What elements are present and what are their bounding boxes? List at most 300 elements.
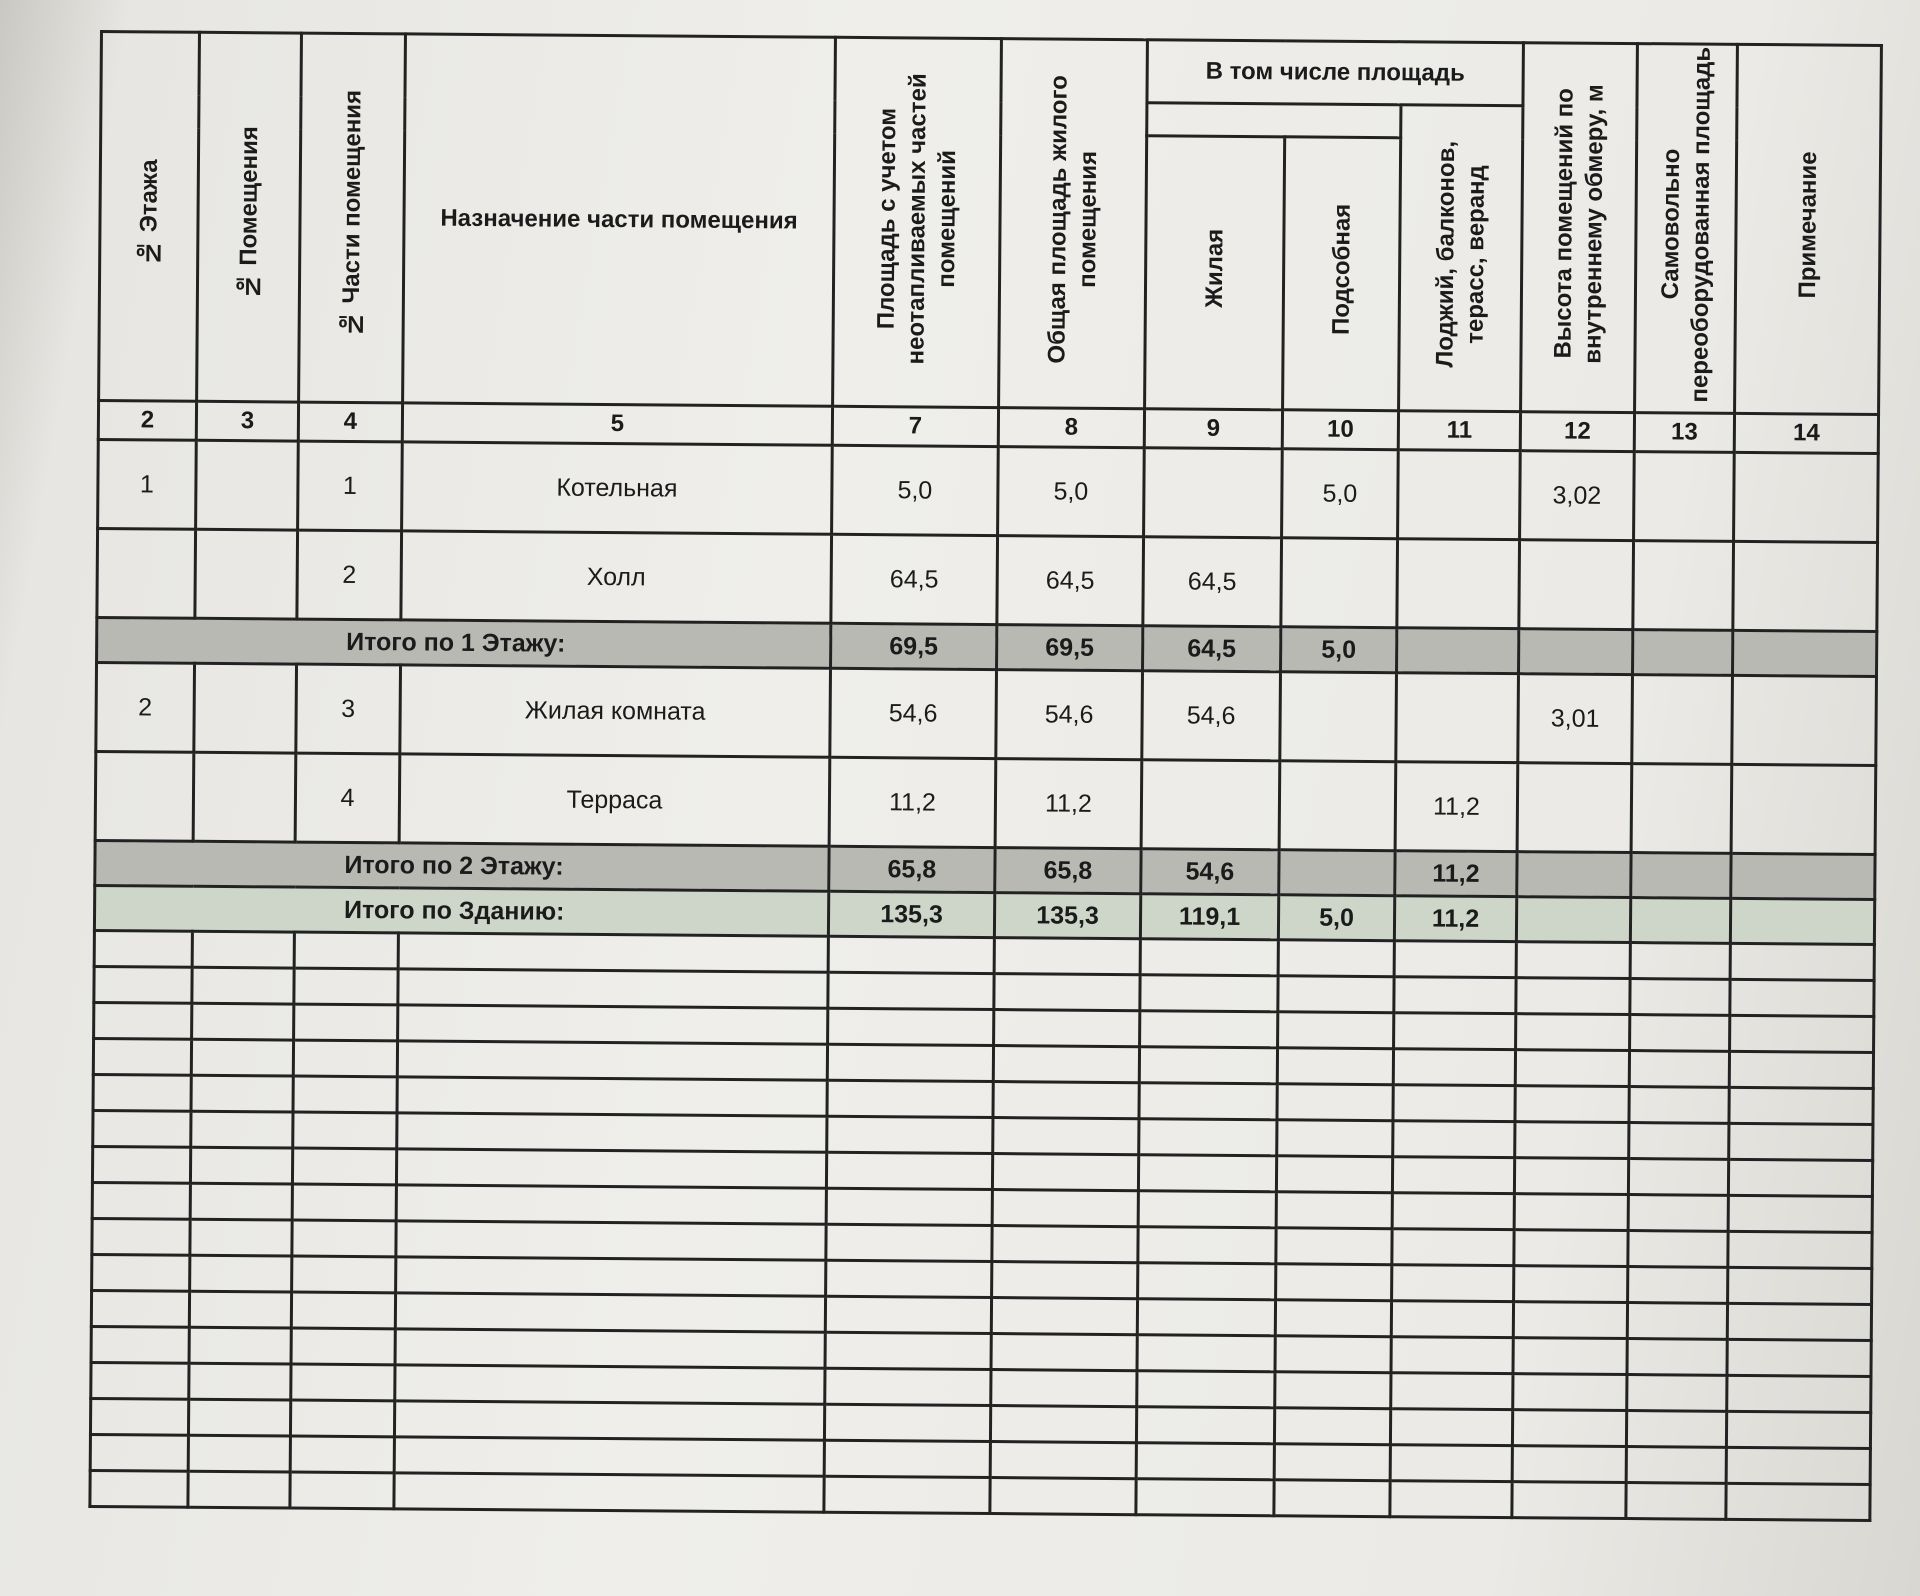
empty-cell (1391, 1373, 1513, 1410)
empty-cell (190, 1219, 292, 1256)
total-empty (1516, 897, 1630, 943)
cell-height: 3,01 (1518, 674, 1633, 764)
header-auxiliary: Подсобная (1283, 137, 1401, 411)
empty-cell (1138, 1227, 1276, 1264)
empty-cell (992, 1226, 1138, 1263)
empty-cell (192, 931, 294, 968)
cell-purpose: Терраса (399, 754, 830, 846)
empty-cell (397, 1041, 827, 1080)
total-area: 65,8 (829, 846, 995, 892)
cell-note (1734, 452, 1879, 542)
empty-cell (1394, 941, 1516, 978)
empty-cell (395, 1365, 825, 1404)
total-total: 69,5 (997, 625, 1143, 671)
empty-cell (188, 1399, 290, 1436)
cell-unauthorized (1633, 541, 1734, 631)
empty-cell (91, 1362, 189, 1399)
empty-cell (1726, 1411, 1870, 1448)
header-unauthorized: Самовольно переоборудованная площадь (1635, 44, 1738, 414)
empty-cell (1140, 1011, 1278, 1048)
empty-cell (1628, 1231, 1728, 1268)
empty-cell (294, 968, 398, 1005)
cell-floor (97, 528, 196, 618)
cell-part: 4 (295, 753, 400, 843)
empty-cell (1390, 1481, 1512, 1518)
empty-cell (94, 1002, 192, 1039)
cell-living: 64,5 (1143, 537, 1282, 627)
empty-cell (1514, 1230, 1628, 1267)
empty-cell (291, 1292, 395, 1329)
empty-cell (396, 1185, 826, 1224)
empty-cell (293, 1040, 397, 1077)
empty-cell (1393, 1049, 1515, 1086)
col-num: 8 (998, 408, 1144, 448)
empty-cell (1274, 1408, 1390, 1445)
empty-cell (828, 936, 994, 973)
empty-cell (1136, 1407, 1274, 1444)
empty-cell (92, 1146, 190, 1183)
empty-cell (1140, 939, 1278, 976)
empty-cell (1276, 1156, 1392, 1193)
total-empty (1631, 853, 1731, 899)
empty-cell (828, 1008, 994, 1045)
empty-cell (1138, 1155, 1276, 1192)
table-row (96, 662, 1877, 765)
empty-cell (396, 1221, 826, 1260)
empty-cell (1394, 977, 1516, 1014)
empty-cell (1278, 1012, 1394, 1049)
empty-cell (398, 1005, 828, 1044)
empty-cell (992, 1190, 1138, 1227)
total-living: 119,1 (1140, 894, 1278, 940)
empty-cell (990, 1442, 1136, 1479)
empty-cell (190, 1183, 292, 1220)
empty-cell (290, 1472, 394, 1509)
empty-cell (1138, 1191, 1276, 1228)
cell-purpose: Холл (401, 531, 832, 623)
total-aux: 5,0 (1280, 627, 1396, 673)
total-empty (1731, 853, 1875, 899)
cell-living: 54,6 (1142, 671, 1281, 761)
cell-area: 64,5 (831, 534, 998, 624)
empty-cell (1730, 1015, 1874, 1052)
empty-cell (993, 1118, 1139, 1155)
empty-cell (825, 1332, 991, 1369)
empty-cell (1512, 1482, 1626, 1519)
cell-room (195, 529, 298, 619)
col-num: 5 (402, 403, 832, 445)
empty-cell (1628, 1195, 1728, 1232)
empty-cell (190, 1255, 292, 1292)
empty-cell (991, 1298, 1137, 1335)
cell-aux (1279, 761, 1396, 851)
empty-cell (1392, 1193, 1514, 1230)
document-sheet (88, 30, 1880, 1584)
cell-purpose: Котельная (402, 442, 833, 534)
empty-cell (994, 1010, 1140, 1047)
total-area: 135,3 (828, 891, 994, 937)
total-total: 135,3 (994, 893, 1140, 939)
cell-loggia (1396, 673, 1519, 763)
total-loggia: 11,2 (1394, 896, 1516, 942)
cell-total: 54,6 (996, 670, 1143, 760)
empty-cell (292, 1220, 396, 1257)
total-label: Итого по 1 Этажу: (97, 617, 831, 668)
total-empty (1630, 898, 1730, 944)
cell-area: 11,2 (829, 757, 996, 847)
header-purpose: Назначение части помещения (403, 34, 836, 406)
empty-cell (394, 1401, 824, 1440)
cell-note (1732, 675, 1877, 765)
header-including-area: В том числе площадь (1147, 40, 1524, 106)
cell-height: 3,02 (1520, 451, 1635, 541)
empty-cell (1729, 1051, 1873, 1088)
empty-cell (394, 1473, 824, 1512)
total-total: 65,8 (995, 848, 1141, 894)
empty-cell (1393, 1121, 1515, 1158)
empty-cell (1513, 1338, 1627, 1375)
empty-cell (1138, 1263, 1276, 1300)
cell-room (194, 663, 297, 753)
explication-table (88, 30, 1883, 1522)
empty-cell (1137, 1335, 1275, 1372)
empty-cell (1275, 1372, 1391, 1409)
empty-cell (824, 1440, 990, 1477)
empty-cell (1727, 1303, 1871, 1340)
total-aux (1279, 850, 1395, 896)
total-living: 64,5 (1143, 626, 1281, 672)
empty-cell (993, 1082, 1139, 1119)
empty-cell (1516, 942, 1630, 979)
empty-cell (291, 1328, 395, 1365)
col-num: 2 (98, 401, 196, 441)
empty-cell (1629, 1123, 1729, 1160)
empty-cell (192, 1003, 294, 1040)
cell-living (1141, 760, 1280, 850)
empty-cell (293, 1112, 397, 1149)
col-num: 14 (1734, 413, 1878, 453)
empty-cell (90, 1470, 188, 1507)
empty-cell (1729, 1087, 1873, 1124)
empty-cell (398, 969, 828, 1008)
empty-cell (1512, 1446, 1626, 1483)
cell-total: 64,5 (997, 536, 1144, 626)
empty-cell (188, 1471, 290, 1508)
cell-height (1517, 763, 1632, 853)
empty-cell (1630, 979, 1730, 1016)
empty-cell (90, 1398, 188, 1435)
empty-cell (1390, 1409, 1512, 1446)
empty-cell (397, 1113, 827, 1152)
total-area: 69,5 (831, 623, 997, 669)
empty-cell (990, 1478, 1136, 1515)
empty-cell (1628, 1159, 1728, 1196)
col-num: 3 (196, 401, 298, 441)
empty-cell (992, 1262, 1138, 1299)
empty-cell (91, 1326, 189, 1363)
cell-part: 2 (297, 530, 402, 620)
empty-cell (396, 1257, 826, 1296)
empty-cell (1392, 1157, 1514, 1194)
total-living: 54,6 (1141, 849, 1279, 895)
empty-cell (992, 1154, 1138, 1191)
cell-note (1731, 764, 1876, 854)
empty-cell (1276, 1264, 1392, 1301)
total-label: Итого по 2 Этажу: (95, 840, 829, 891)
empty-cell (1515, 1122, 1629, 1159)
empty-cell (189, 1327, 291, 1364)
empty-cell (93, 1110, 191, 1147)
empty-cell (1275, 1300, 1391, 1337)
empty-cell (1139, 1047, 1277, 1084)
empty-cell (1137, 1371, 1275, 1408)
empty-cell (825, 1296, 991, 1333)
cell-total: 5,0 (998, 447, 1145, 537)
empty-cell (1730, 979, 1874, 1016)
empty-cell (1516, 1014, 1630, 1051)
table-row (95, 751, 1876, 854)
empty-cell (990, 1406, 1136, 1443)
empty-cell (824, 1476, 990, 1513)
empty-cell (1140, 975, 1278, 1012)
cell-unauthorized (1631, 764, 1732, 854)
empty-cell (191, 1111, 293, 1148)
empty-cell (825, 1368, 991, 1405)
cell-loggia: 11,2 (1395, 762, 1518, 852)
cell-floor (95, 751, 194, 841)
empty-cell (1626, 1447, 1726, 1484)
empty-cell (190, 1147, 292, 1184)
empty-cell (826, 1188, 992, 1225)
empty-cell (993, 1046, 1139, 1083)
empty-cell (1729, 1123, 1873, 1160)
header-floor-no: № Этажа (99, 32, 200, 402)
empty-cell (397, 1077, 827, 1116)
empty-cell (1278, 940, 1394, 977)
empty-cell (395, 1293, 825, 1332)
empty-cell (92, 1254, 190, 1291)
empty-cell (93, 1074, 191, 1111)
empty-cell (91, 1290, 189, 1327)
empty-cell (90, 1434, 188, 1471)
col-num: 4 (298, 402, 402, 442)
cell-total: 11,2 (995, 759, 1142, 849)
header-spacer (1147, 103, 1401, 138)
empty-cell (292, 1256, 396, 1293)
cell-loggia (1397, 539, 1520, 629)
col-num: 10 (1282, 410, 1398, 450)
empty-cell (293, 1076, 397, 1113)
empty-cell (827, 1080, 993, 1117)
empty-cell (291, 1364, 395, 1401)
col-num: 11 (1398, 411, 1520, 451)
cell-unauthorized (1632, 675, 1733, 765)
empty-cell (1276, 1192, 1392, 1229)
table-row (98, 439, 1879, 542)
empty-cell (1137, 1299, 1275, 1336)
empty-cell (1136, 1479, 1274, 1516)
cell-purpose: Жилая комната (400, 665, 831, 757)
empty-cell (1391, 1337, 1513, 1374)
empty-cell (994, 938, 1140, 975)
empty-cell (991, 1334, 1137, 1371)
empty-cell (1277, 1084, 1393, 1121)
col-num: 13 (1634, 413, 1734, 453)
empty-cell (1514, 1266, 1628, 1303)
header-room-no: № Помещения (197, 32, 302, 402)
empty-cell (1136, 1443, 1274, 1480)
col-num: 12 (1520, 412, 1634, 452)
empty-cell (1515, 1086, 1629, 1123)
empty-cell (292, 1148, 396, 1185)
empty-cell (1277, 1120, 1393, 1157)
empty-cell (827, 1116, 993, 1153)
empty-cell (290, 1400, 394, 1437)
empty-cell (1276, 1228, 1392, 1265)
empty-cell (191, 1039, 293, 1076)
empty-cell (1626, 1411, 1726, 1448)
empty-cell (396, 1149, 826, 1188)
header-loggias: Лоджий, балконов, терасс, веранд (1399, 105, 1523, 412)
empty-cell (1726, 1447, 1870, 1484)
empty-cell (1728, 1195, 1872, 1232)
header-part-no: № Части помещения (299, 33, 406, 403)
col-num: 7 (832, 406, 998, 446)
empty-cell (1629, 1087, 1729, 1124)
cell-floor: 1 (98, 439, 197, 529)
empty-cell (1728, 1159, 1872, 1196)
empty-cell (1727, 1339, 1871, 1376)
empty-cell (189, 1363, 291, 1400)
empty-cell (1278, 976, 1394, 1013)
empty-cell (1394, 1013, 1516, 1050)
empty-cell (394, 1437, 824, 1476)
empty-cell (290, 1436, 394, 1473)
cell-aux (1280, 672, 1397, 762)
cell-note (1733, 541, 1878, 631)
empty-cell (1514, 1194, 1628, 1231)
empty-cell (826, 1260, 992, 1297)
empty-cell (92, 1218, 190, 1255)
empty-cell (188, 1435, 290, 1472)
table-row (97, 528, 1878, 631)
cell-area: 5,0 (832, 445, 999, 535)
empty-cell (1629, 1051, 1729, 1088)
empty-cell (398, 933, 828, 972)
cell-part: 3 (296, 664, 401, 754)
empty-cell (1513, 1302, 1627, 1339)
empty-cell (1514, 1158, 1628, 1195)
empty-cell (1728, 1267, 1872, 1304)
cell-living (1144, 448, 1283, 538)
header-height: Высота помещений по внутреннему обмеру, м (1521, 43, 1638, 413)
total-label: Итого по Зданию: (94, 885, 828, 936)
cell-floor: 2 (96, 662, 195, 752)
empty-cell (826, 1224, 992, 1261)
cell-height (1519, 540, 1634, 630)
empty-cell (92, 1182, 190, 1219)
empty-cell (292, 1184, 396, 1221)
cell-room (193, 752, 296, 842)
empty-cell (1627, 1303, 1727, 1340)
empty-cell (1274, 1480, 1390, 1517)
header-note: Примечание (1735, 44, 1882, 414)
empty-cell (1630, 943, 1730, 980)
empty-cell (994, 974, 1140, 1011)
cell-aux: 5,0 (1282, 449, 1399, 539)
empty-cell (1391, 1301, 1513, 1338)
empty-cell (1275, 1336, 1391, 1373)
header-area-unheated: Площадь с учетом неотапливаемых частей помещений (833, 37, 1002, 407)
empty-cell (1277, 1048, 1393, 1085)
empty-cell (1627, 1375, 1727, 1412)
empty-cell (827, 1044, 993, 1081)
total-empty (1519, 629, 1633, 675)
empty-cell (1390, 1445, 1512, 1482)
empty-cell (1513, 1374, 1627, 1411)
empty-cell (191, 1075, 293, 1112)
total-empty (1730, 898, 1874, 944)
empty-cell (189, 1291, 291, 1328)
empty-cell (1627, 1339, 1727, 1376)
empty-cell (1392, 1229, 1514, 1266)
empty-cell (826, 1152, 992, 1189)
cell-unauthorized (1634, 452, 1735, 542)
empty-cell (294, 1004, 398, 1041)
total-aux: 5,0 (1278, 895, 1394, 941)
total-empty (1633, 630, 1733, 676)
empty-cell (1512, 1410, 1626, 1447)
empty-cell (1728, 1231, 1872, 1268)
empty-cell (93, 1038, 191, 1075)
empty-cell (395, 1329, 825, 1368)
empty-cell (1392, 1265, 1514, 1302)
total-empty (1733, 630, 1877, 676)
cell-part: 1 (298, 441, 403, 531)
empty-cell (1628, 1267, 1728, 1304)
empty-rows (90, 930, 1875, 1520)
empty-cell (1626, 1483, 1726, 1520)
empty-cell (1139, 1083, 1277, 1120)
col-num: 9 (1144, 409, 1282, 449)
total-loggia: 11,2 (1395, 851, 1517, 897)
empty-cell (1274, 1444, 1390, 1481)
cell-room (196, 440, 299, 530)
header-living: Жилая (1145, 136, 1285, 410)
header-total-living-area: Общая площадь жилого помещения (999, 39, 1148, 409)
empty-cell (294, 932, 398, 969)
empty-cell (1515, 1050, 1629, 1087)
empty-cell (1730, 943, 1874, 980)
empty-cell (192, 967, 294, 1004)
total-empty (1517, 852, 1631, 898)
empty-cell (991, 1370, 1137, 1407)
cell-aux (1281, 538, 1398, 628)
empty-cell (1726, 1483, 1870, 1520)
cell-area: 54,6 (830, 668, 997, 758)
empty-cell (1516, 978, 1630, 1015)
empty-cell (1139, 1119, 1277, 1156)
empty-cell (94, 966, 192, 1003)
empty-cell (1630, 1015, 1730, 1052)
empty-cell (828, 972, 994, 1009)
cell-loggia (1398, 450, 1521, 540)
empty-cell (1393, 1085, 1515, 1122)
empty-cell (1727, 1375, 1871, 1412)
empty-cell (94, 930, 192, 967)
empty-cell (824, 1404, 990, 1441)
total-loggia (1396, 628, 1518, 674)
